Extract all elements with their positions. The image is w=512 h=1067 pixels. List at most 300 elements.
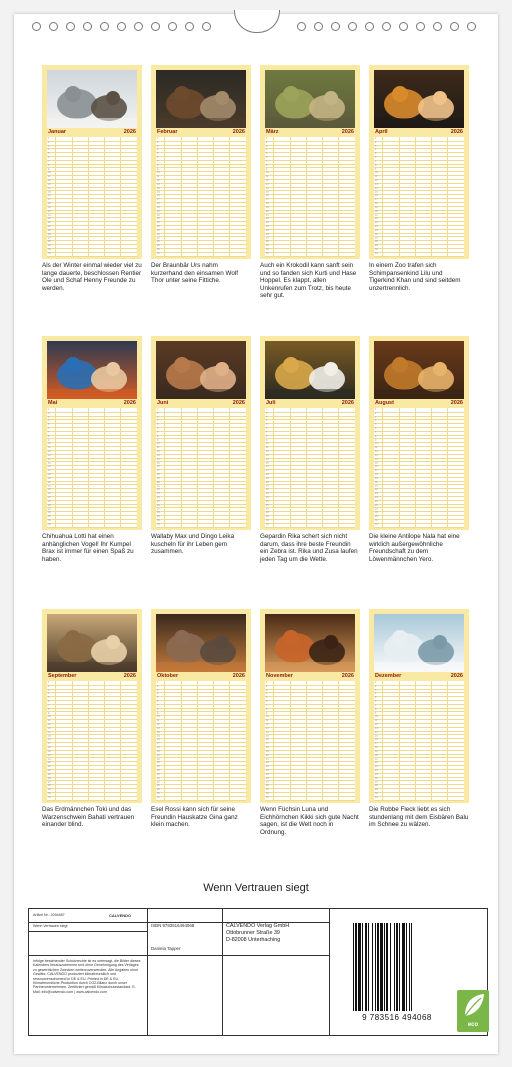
day-number: 28 xyxy=(266,240,269,244)
day-number: 4 xyxy=(157,692,159,696)
day-number: 31 xyxy=(157,795,160,799)
day-number: 5 xyxy=(48,423,50,427)
day-number: 21 xyxy=(157,484,160,488)
binding-hole xyxy=(365,22,374,31)
day-number: 27 xyxy=(157,780,160,784)
day-number: 30 xyxy=(48,792,51,796)
month-photo xyxy=(47,341,137,399)
day-number: 16 xyxy=(266,465,269,469)
day-number: 1 xyxy=(266,681,268,684)
day-number: 6 xyxy=(48,700,50,704)
day-number: 6 xyxy=(157,156,159,160)
day-row xyxy=(47,796,137,801)
month-caption: Die kleine Antilope Nala hat eine wirklich außergewöhnliche Freundschaft zu dem Löwenmännchen Yero. xyxy=(369,533,460,563)
day-number: 27 xyxy=(48,507,51,511)
day-number: 9 xyxy=(48,711,50,715)
day-number: 16 xyxy=(48,194,51,198)
day-number: 18 xyxy=(375,473,378,477)
day-row xyxy=(156,523,246,528)
author: Daniela Tapper xyxy=(151,946,181,951)
publisher-city: D-82008 Unterhaching xyxy=(226,937,281,943)
day-number: 14 xyxy=(157,186,160,190)
month-name: April xyxy=(375,129,388,135)
month-caption: Wenn Füchsin Luna und Eichhörnchen Kikki sich gute Nacht sagen, ist die Welt noch in Ordnung. xyxy=(260,806,359,836)
day-row xyxy=(265,796,355,801)
month-caption: Esel Rossi kann sich für seine Freundin Hauskatze Gina ganz klein machen. xyxy=(151,806,238,828)
day-number: 25 xyxy=(48,228,51,232)
day-number: 27 xyxy=(157,507,160,511)
day-number: 19 xyxy=(48,205,51,209)
day-number: 26 xyxy=(157,776,160,780)
day-number: 10 xyxy=(48,171,51,175)
day-number: 10 xyxy=(48,715,51,719)
day-number: 29 xyxy=(157,244,160,248)
day-number: 6 xyxy=(157,427,159,431)
day-number: 12 xyxy=(157,723,160,727)
day-number: 8 xyxy=(48,434,50,438)
day-number: 12 xyxy=(48,450,51,454)
day-number: 2 xyxy=(266,140,268,144)
month-header xyxy=(265,129,355,136)
month-card xyxy=(42,336,142,530)
animal-photo-icon xyxy=(265,614,355,672)
binding-hole xyxy=(348,22,357,31)
day-number: 26 xyxy=(157,232,160,236)
planner-column xyxy=(88,408,89,527)
month-name: Oktober xyxy=(157,673,179,679)
day-number: 17 xyxy=(266,198,269,202)
day-number: 7 xyxy=(48,703,50,707)
planner-column xyxy=(88,681,89,800)
day-number: 5 xyxy=(266,696,268,700)
planner-column xyxy=(120,681,121,800)
day-number: 9 xyxy=(266,438,268,442)
day-number: 26 xyxy=(375,232,378,236)
day-number: 12 xyxy=(375,179,378,183)
day-number: 24 xyxy=(266,769,269,773)
planner-column xyxy=(104,408,105,527)
day-number: 10 xyxy=(375,171,378,175)
day-number: 31 xyxy=(375,522,378,526)
day-number: 11 xyxy=(375,175,378,179)
planner-column xyxy=(164,408,165,527)
day-grid xyxy=(265,681,355,800)
day-number: 13 xyxy=(157,182,160,186)
day-number: 12 xyxy=(266,723,269,727)
day-number: 4 xyxy=(48,148,50,152)
day-number: 7 xyxy=(266,159,268,163)
day-number: 18 xyxy=(266,202,269,206)
day-number: 16 xyxy=(375,194,378,198)
day-number: 16 xyxy=(48,465,51,469)
day-number: 17 xyxy=(48,469,51,473)
planner-column xyxy=(273,408,274,527)
planner-column xyxy=(447,137,448,256)
planner-column xyxy=(399,408,400,527)
day-number: 13 xyxy=(375,453,378,457)
month-name: Juli xyxy=(266,400,276,406)
day-number: 15 xyxy=(375,461,378,465)
day-number: 3 xyxy=(157,144,159,148)
month-year: 2026 xyxy=(123,400,136,406)
day-number: 10 xyxy=(266,715,269,719)
binding-hole xyxy=(433,22,442,31)
day-number: 28 xyxy=(266,784,269,788)
day-number: 30 xyxy=(157,792,160,796)
day-number: 16 xyxy=(266,194,269,198)
day-number: 2 xyxy=(266,684,268,688)
day-number: 25 xyxy=(375,772,378,776)
month-caption: In einem Zoo trafen sich Schimpansenkind Lilu und Tigerkind Khan und sind seitdem unzertrennlich. xyxy=(369,262,461,292)
day-number: 19 xyxy=(157,476,160,480)
month-photo xyxy=(156,341,246,399)
day-number: 22 xyxy=(266,761,269,765)
planner-column xyxy=(338,137,339,256)
day-number: 23 xyxy=(157,765,160,769)
day-number: 23 xyxy=(48,492,51,496)
day-number: 18 xyxy=(157,202,160,206)
day-number: 29 xyxy=(48,515,51,519)
month-header xyxy=(374,673,464,680)
day-number: 31 xyxy=(48,522,51,526)
day-number: 12 xyxy=(266,450,269,454)
day-grid xyxy=(156,681,246,800)
day-number: 25 xyxy=(157,772,160,776)
day-grid xyxy=(156,408,246,527)
publisher-street: Ottobrunner Straße 39 xyxy=(226,930,280,936)
day-grid xyxy=(374,408,464,527)
day-number: 4 xyxy=(266,148,268,152)
day-number: 27 xyxy=(266,507,269,511)
day-grid xyxy=(156,137,246,256)
month-header xyxy=(374,400,464,407)
day-number: 17 xyxy=(157,469,160,473)
day-number: 22 xyxy=(157,217,160,221)
month-name: Januar xyxy=(48,129,67,135)
day-number: 15 xyxy=(48,734,51,738)
month-name: November xyxy=(266,673,293,679)
day-number: 24 xyxy=(266,225,269,229)
month-year: 2026 xyxy=(123,673,136,679)
day-number: 30 xyxy=(266,519,269,523)
day-number: 4 xyxy=(375,419,377,423)
day-number: 20 xyxy=(157,753,160,757)
day-number: 17 xyxy=(375,198,378,202)
day-number: 26 xyxy=(375,776,378,780)
animal-photo-icon xyxy=(374,341,464,399)
day-number: 10 xyxy=(48,442,51,446)
day-number: 7 xyxy=(48,430,50,434)
day-number: 8 xyxy=(375,434,377,438)
day-number: 20 xyxy=(157,209,160,213)
barcode xyxy=(351,923,443,1013)
day-number: 12 xyxy=(266,179,269,183)
day-number: 11 xyxy=(157,719,160,723)
day-number: 5 xyxy=(375,423,377,427)
planner-column xyxy=(72,681,73,800)
day-number: 8 xyxy=(157,163,159,167)
divider xyxy=(29,931,147,932)
month-photo xyxy=(47,70,137,128)
day-number: 6 xyxy=(157,700,159,704)
planner-column xyxy=(322,681,323,800)
day-number: 30 xyxy=(157,248,160,252)
month-year: 2026 xyxy=(123,129,136,135)
day-number: 13 xyxy=(375,182,378,186)
month-year: 2026 xyxy=(232,400,245,406)
month-name: Dezember xyxy=(375,673,402,679)
day-number: 25 xyxy=(266,499,269,503)
month-year: 2026 xyxy=(450,400,463,406)
day-number: 23 xyxy=(375,492,378,496)
day-number: 1 xyxy=(157,408,159,411)
day-number: 7 xyxy=(375,159,377,163)
day-row xyxy=(156,796,246,801)
day-number: 30 xyxy=(266,792,269,796)
day-number: 11 xyxy=(375,446,378,450)
planner-column xyxy=(229,408,230,527)
day-number: 27 xyxy=(266,236,269,240)
day-number: 4 xyxy=(157,148,159,152)
day-row xyxy=(265,252,355,257)
day-number: 28 xyxy=(266,511,269,515)
day-number: 22 xyxy=(375,488,378,492)
binding-hole xyxy=(202,22,211,31)
day-number: 17 xyxy=(48,742,51,746)
day-number: 13 xyxy=(157,726,160,730)
planner-column xyxy=(55,408,56,527)
day-number: 3 xyxy=(48,688,50,692)
day-number: 2 xyxy=(266,411,268,415)
day-number: 30 xyxy=(375,519,378,523)
binding-hole xyxy=(450,22,459,31)
day-number: 25 xyxy=(266,772,269,776)
day-number: 7 xyxy=(48,159,50,163)
day-number: 18 xyxy=(266,473,269,477)
day-number: 22 xyxy=(375,761,378,765)
day-number: 13 xyxy=(48,726,51,730)
day-number: 27 xyxy=(48,236,51,240)
month-header xyxy=(156,129,246,136)
animal-photo-icon xyxy=(265,341,355,399)
planner-column xyxy=(431,137,432,256)
planner-column xyxy=(447,681,448,800)
day-number: 14 xyxy=(375,730,378,734)
binding-hole xyxy=(117,22,126,31)
day-number: 28 xyxy=(375,240,378,244)
month-year: 2026 xyxy=(341,673,354,679)
planner-column xyxy=(213,681,214,800)
month-photo xyxy=(374,614,464,672)
day-number: 6 xyxy=(375,156,377,160)
day-number: 16 xyxy=(266,738,269,742)
month-card xyxy=(151,65,251,259)
day-number: 26 xyxy=(157,503,160,507)
day-number: 25 xyxy=(375,499,378,503)
day-number: 26 xyxy=(266,776,269,780)
day-number: 10 xyxy=(375,442,378,446)
day-number: 31 xyxy=(157,522,160,526)
day-number: 28 xyxy=(48,511,51,515)
day-grid xyxy=(265,137,355,256)
day-number: 20 xyxy=(48,480,51,484)
day-number: 15 xyxy=(157,461,160,465)
month-header xyxy=(47,129,137,136)
month-header xyxy=(47,673,137,680)
day-number: 20 xyxy=(266,480,269,484)
day-number: 29 xyxy=(157,515,160,519)
planner-column xyxy=(181,408,182,527)
planner-column xyxy=(382,137,383,256)
day-number: 5 xyxy=(48,152,50,156)
day-number: 4 xyxy=(48,419,50,423)
month-caption: Wallaby Max und Dingo Leika kuscheln für ihr Leben gern zusammen. xyxy=(151,533,235,555)
divider xyxy=(29,922,147,923)
day-number: 9 xyxy=(266,167,268,171)
calendar-title: Wenn Vertrauen siegt xyxy=(203,882,309,894)
day-number: 9 xyxy=(375,438,377,442)
day-number: 10 xyxy=(157,171,160,175)
day-number: 7 xyxy=(157,430,159,434)
day-number: 4 xyxy=(157,419,159,423)
day-number: 25 xyxy=(375,228,378,232)
day-number: 24 xyxy=(157,496,160,500)
planner-column xyxy=(88,137,89,256)
day-number: 5 xyxy=(266,152,268,156)
day-number: 6 xyxy=(266,156,268,160)
day-number: 7 xyxy=(266,703,268,707)
day-number: 29 xyxy=(375,515,378,519)
day-number: 15 xyxy=(48,190,51,194)
animal-photo-icon xyxy=(47,614,137,672)
day-number: 14 xyxy=(266,730,269,734)
day-number: 17 xyxy=(375,742,378,746)
day-number: 14 xyxy=(48,457,51,461)
planner-column xyxy=(197,681,198,800)
day-number: 19 xyxy=(266,205,269,209)
month-caption: Der Braunbär Urs nahm kurzerhand den einsamen Wolf Thor unter seine Fittiche. xyxy=(151,262,239,284)
day-number: 18 xyxy=(157,473,160,477)
day-number: 14 xyxy=(375,457,378,461)
day-number: 28 xyxy=(48,784,51,788)
binding-hole xyxy=(399,22,408,31)
binding-hole xyxy=(416,22,425,31)
day-row xyxy=(47,252,137,257)
day-number: 21 xyxy=(48,213,51,217)
day-number: 3 xyxy=(266,688,268,692)
day-number: 23 xyxy=(375,221,378,225)
day-number: 4 xyxy=(266,692,268,696)
day-number: 2 xyxy=(157,411,159,415)
day-number: 13 xyxy=(266,726,269,730)
day-grid xyxy=(47,681,137,800)
planner-column xyxy=(55,137,56,256)
day-number: 30 xyxy=(48,248,51,252)
day-number: 9 xyxy=(48,167,50,171)
day-number: 4 xyxy=(375,148,377,152)
day-number: 29 xyxy=(266,788,269,792)
leaf-icon xyxy=(457,990,489,1020)
month-caption: Chihuahua Lotti hat einen anhänglichen Vogel! Ihr Kumpel Brax ist immer für einen Spaß zu haben. xyxy=(42,533,134,563)
day-number: 21 xyxy=(266,484,269,488)
binding-hole xyxy=(185,22,194,31)
day-number: 3 xyxy=(375,144,377,148)
day-number: 29 xyxy=(157,788,160,792)
day-number: 29 xyxy=(375,244,378,248)
day-number: 10 xyxy=(375,715,378,719)
day-number: 12 xyxy=(157,179,160,183)
day-number: 3 xyxy=(157,688,159,692)
planner-column xyxy=(399,137,400,256)
day-number: 21 xyxy=(375,213,378,217)
month-photo xyxy=(47,614,137,672)
binding-hole xyxy=(297,22,306,31)
binding-hole xyxy=(100,22,109,31)
article-number: Artikel Nr.: 2094487 xyxy=(33,913,65,917)
day-number: 25 xyxy=(157,499,160,503)
day-number: 25 xyxy=(157,228,160,232)
binding-hole xyxy=(32,22,41,31)
month-photo xyxy=(265,70,355,128)
day-number: 3 xyxy=(375,688,377,692)
day-number: 22 xyxy=(48,761,51,765)
month-year: 2026 xyxy=(341,129,354,135)
day-number: 24 xyxy=(157,225,160,229)
day-number: 9 xyxy=(157,438,159,442)
day-number: 3 xyxy=(157,415,159,419)
day-number: 16 xyxy=(157,738,160,742)
planner-column xyxy=(229,137,230,256)
day-number: 3 xyxy=(48,415,50,419)
day-number: 24 xyxy=(375,496,378,500)
month-caption: Auch ein Krokodil kann sanft sein und so fanden sich Kurti und Hase Hoppel. Es klappt, allen Unkenrufen zum Trotz, bis heute sehr gut. xyxy=(260,262,357,299)
month-name: Mai xyxy=(48,400,58,406)
planner-column xyxy=(104,681,105,800)
day-number: 8 xyxy=(375,163,377,167)
day-number: 7 xyxy=(157,703,159,707)
day-number: 22 xyxy=(48,488,51,492)
day-number: 18 xyxy=(48,746,51,750)
day-number: 14 xyxy=(157,457,160,461)
day-number: 11 xyxy=(157,175,160,179)
day-number: 29 xyxy=(375,788,378,792)
month-year: 2026 xyxy=(232,673,245,679)
divider xyxy=(329,909,330,1035)
planner-column xyxy=(306,137,307,256)
planner-column xyxy=(181,137,182,256)
day-number: 20 xyxy=(266,753,269,757)
day-number: 17 xyxy=(48,198,51,202)
month-name: August xyxy=(375,400,394,406)
day-number: 1 xyxy=(266,137,268,140)
day-number: 27 xyxy=(375,507,378,511)
day-number: 9 xyxy=(266,711,268,715)
divider xyxy=(147,909,148,1035)
divider xyxy=(222,909,223,1035)
day-number: 23 xyxy=(48,221,51,225)
day-number: 27 xyxy=(48,780,51,784)
day-row xyxy=(156,252,246,257)
month-year: 2026 xyxy=(341,400,354,406)
eco-label: eco xyxy=(467,1022,479,1028)
animal-photo-icon xyxy=(156,341,246,399)
day-number: 18 xyxy=(375,746,378,750)
day-number: 21 xyxy=(266,213,269,217)
day-grid xyxy=(265,408,355,527)
day-number: 21 xyxy=(375,757,378,761)
day-number: 21 xyxy=(375,484,378,488)
day-number: 14 xyxy=(157,730,160,734)
